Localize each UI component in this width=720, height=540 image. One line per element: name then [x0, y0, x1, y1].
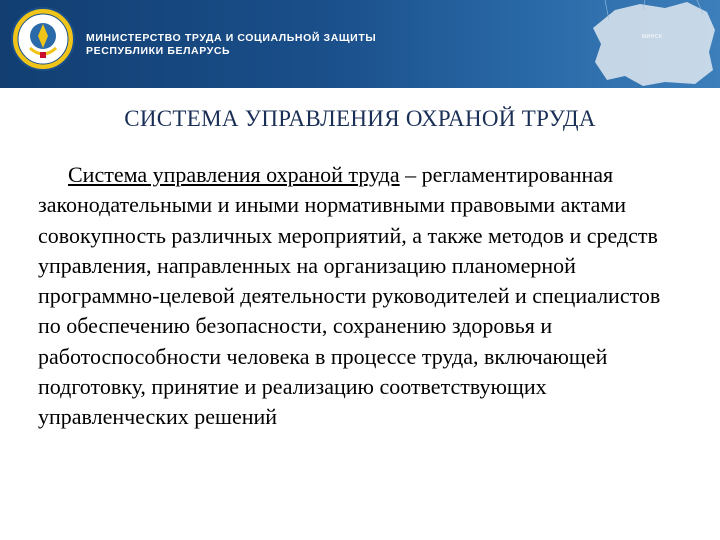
definition-term: Система управления охраной труда — [68, 162, 400, 187]
slide-title: СИСТЕМА УПРАВЛЕНИЯ ОХРАНОЙ ТРУДА — [124, 106, 596, 131]
ministry-emblem-icon — [10, 6, 76, 72]
ministry-name — [86, 32, 376, 58]
definition-paragraph — [38, 160, 678, 433]
ministry-name-line2: РЕСПУБЛИКИ БЕЛАРУСЬ — [86, 45, 231, 57]
definition-body: регламентированная законодательными и иными нормативными правовыми актами совокупность различных мероприятий, а также методов и средств управления, направленных на организацию планомерной программно-целевой деятельности руководителей и специалистов по обеспечению безопасности, сохранению здоровья и работоспособности человека в процессе труда, включающей подготовку, принятие и реализацию соответствующих управленческих решений — [38, 162, 661, 430]
ministry-name-line1: МИНИСТЕРСТВО ТРУДА И СОЦИАЛЬНОЙ ЗАЩИТЫ — [86, 32, 377, 44]
belarus-map-icon — [585, 0, 720, 88]
header-banner — [0, 0, 720, 88]
map-capital-label: МИНСК — [642, 34, 663, 40]
definition-dash: – — [399, 162, 417, 187]
